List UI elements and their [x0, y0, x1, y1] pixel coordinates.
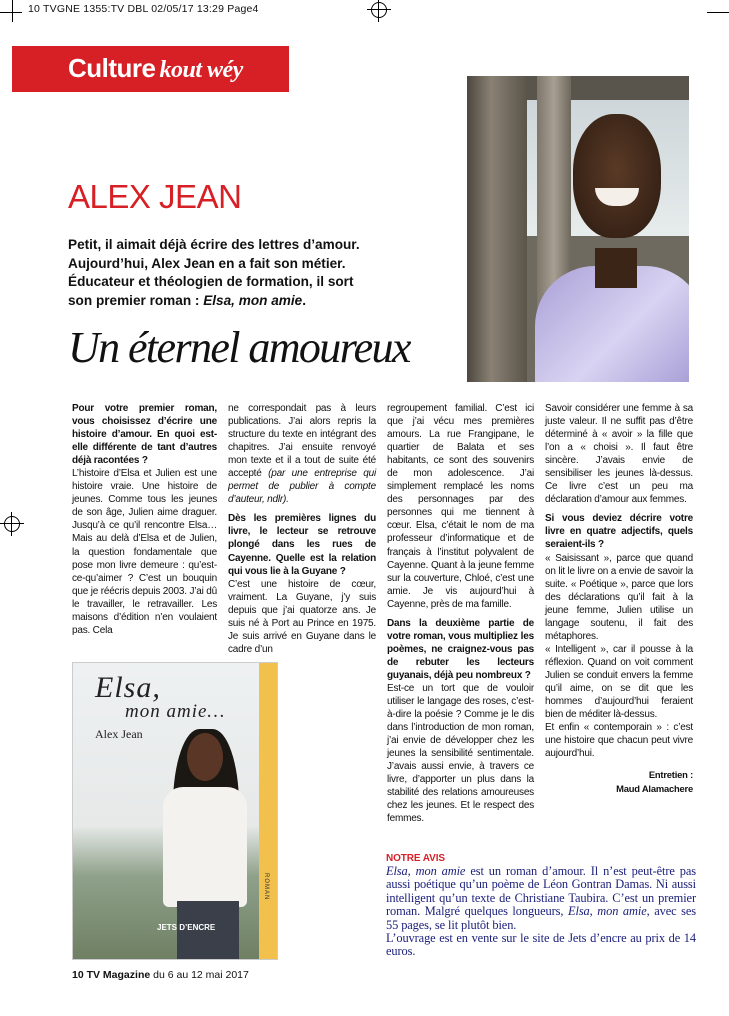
text-column-2 — [228, 402, 376, 656]
credit-name: Maud Alamachere — [616, 783, 693, 795]
book-cover-subtitle: mon amie… — [125, 701, 226, 722]
book-cover-image — [72, 662, 278, 960]
interview-question: Dès les premières lignes du livre, le lecteur se retrouve plongé dans les rues de Cayenne. Quelle est la relation qui vous lie à la Guyane ? — [228, 513, 376, 577]
interview-credit — [545, 768, 693, 796]
interview-question: Dans la deuxième partie de votre roman, vous multipliez les poèmes, ne craignez-vous pas de rebuter les lecteurs guyanais, déjà peu nombreux ? — [387, 617, 534, 681]
interview-answer: Est-ce un tort que de vouloir utiliser le langage des roses, c’est-à-dire la poésie ? Comme je le dis dans l’introduction de mon roman, j’ai envie de développer chez les jeunes la sensibilité sentimentale. J’avais aussi envie, à travers ce livre, d’apporter un plus dans la stabilité des relations amoureuses chez les jeunes. Et le respect des femmes. — [387, 682, 534, 825]
portrait-photo — [467, 76, 689, 382]
book-title-italic: Elsa, mon amie — [203, 292, 303, 308]
review-box — [386, 852, 696, 959]
interview-answer: ne correspondait pas à leurs publications. J’ai alors repris la structure du texte en intégrant des chapitres. J’ai ensuite renvoyé mon texte et il a tout de suite été accepté (par une entreprise qui permet de publier à compte d’auteur, ndlr). — [228, 403, 377, 506]
interview-answer: C’est une histoire de cœur, vraiment. La Guyane, j’y suis depuis que j’ai quatorze ans. Je suis né à Port au Prince en 1975. Je suis arrivé en Guyane dans le cadre d’un — [228, 578, 376, 655]
section-title — [68, 53, 243, 84]
interview-answer: Savoir considérer une femme à sa juste valeur. Il ne suffit pas d’être déterminé à « avoir » la fille que l’on a « choisi ». Il faut être sincère. J’avais envie de sensibiliser les jeunes là-dessus. Ce livre c’est un peu ma déclaration d’amour aux femmes. — [545, 403, 693, 506]
interview-answer: « Intelligent », car il pousse à la réflexion. Quand on voit comment Julien se conduit envers la femme qu’il aime, on se dit que les hommes d’aujourd’hui feraient bien de méditer là-dessus. — [545, 643, 693, 721]
interview-question: Si vous deviez décrire votre livre en quatre adjectifs, quels seraient-ils ? — [545, 513, 693, 551]
issue-dates: du 6 au 12 mai 2017 — [150, 969, 249, 981]
text-column-4 — [545, 402, 693, 796]
article-title: Un éternel amoureux — [68, 323, 410, 372]
book-cover-title: Elsa, — [95, 671, 161, 704]
review-text: Elsa, mon amie est un roman d’amour. Il n’est peut-être pas aussi poétique qu’un poème de Léon Gontran Damas. Ni aussi intelligent qu’un texte de Christiane Taubira. C’est un premier roman. Malgré quelques longueurs, Elsa, mon amie, avec ses 55 pages, se lit plutôt bien. — [386, 864, 696, 932]
registration-mark-icon — [4, 516, 20, 532]
text-column-3 — [387, 402, 534, 826]
interview-question: Pour votre premier roman, vous choisissez d’écrire une histoire d’amour. En quoi est-elle différente de tant d’autres déjà racontées ? — [72, 403, 217, 467]
article-intro — [68, 236, 463, 310]
book-spine-label: ROMAN — [263, 873, 269, 901]
interview-answer: regroupement familial. C’est ici que j’ai vécu mes premières amours. La rue Frangipane, le quartier de Balata et ses habitants, ce sont des souvenirs de mon adolescence. J’ai simplement remplacé les noms des personnages par des personnes qui me tiennent à cœur. Elsa, c’était le nom de ma professeur d’informatique et de français à l’institut polyvalent de Cayenne. Quant à la jeune femme sur la couverture, Chloé, c’est une amie. Je vis aujourd’hui à Cayenne, près de ma famille. — [387, 403, 534, 610]
page-footer — [72, 969, 249, 981]
intro-line: Éducateur et théologien de formation, il sort — [68, 274, 354, 289]
credit-label: Entretien : — [648, 769, 693, 781]
interview-answer: « Saisissant », parce que quand on lit le livre on a envie de savoir la suite. « Poétique », parce que lors des déclarations qu’il fait à la jeune femme, Julien utilise un langage soutenu, il fait des métaphores. — [545, 552, 693, 642]
print-slug: 10 TVGNE 1355:TV DBL 02/05/17 13:29 Page4 — [28, 3, 259, 15]
publisher-logo: JETS D’ENCRE — [157, 923, 216, 932]
review-price-text: L’ouvrage est en vente sur le site de Jets d’encre au prix de 14 euros. — [386, 931, 696, 959]
intro-line: Aujourd’hui, Alex Jean en a fait son métier. — [68, 255, 346, 271]
registration-mark-icon — [371, 2, 387, 18]
crop-mark — [707, 12, 729, 13]
interview-answer: L’histoire d’Elsa et Julien est une histoire vraie. Une histoire de jeunes. Comme tous les jeunes de son âge, Julien aime draguer. Jusqu’à ce qu’il rencontre Elsa… Mais au delà d’Elsa et de Julien, la question fondamentale que pose mon livre demeure : qu’est-ce-qu’aimer ? C’est un bouquin que je réécris depuis 2003. J’ai dû le travailler, le retravailler. Les maisons d’édition n’en voulaient pas. Cela — [72, 468, 217, 636]
book-cover-author: Alex Jean — [95, 727, 143, 741]
section-title-main: Culture — [68, 53, 156, 83]
interview-answer: Et enfin « contemporain » : c’est une histoire que chacun peut vivre aujourd’hui. — [545, 722, 693, 760]
review-label: NOTRE AVIS — [386, 853, 446, 864]
article-name-heading: ALEX JEAN — [68, 178, 242, 215]
section-title-sub: kout wéy — [159, 57, 243, 83]
crop-mark — [12, 0, 13, 22]
intro-line: son premier roman : Elsa, mon amie. — [68, 292, 306, 308]
crop-mark — [0, 12, 22, 13]
magazine-name: 10 TV Magazine — [72, 969, 151, 981]
intro-line: Petit, il aimait déjà écrire des lettres d’amour. — [68, 237, 360, 252]
text-column-1 — [72, 402, 217, 637]
